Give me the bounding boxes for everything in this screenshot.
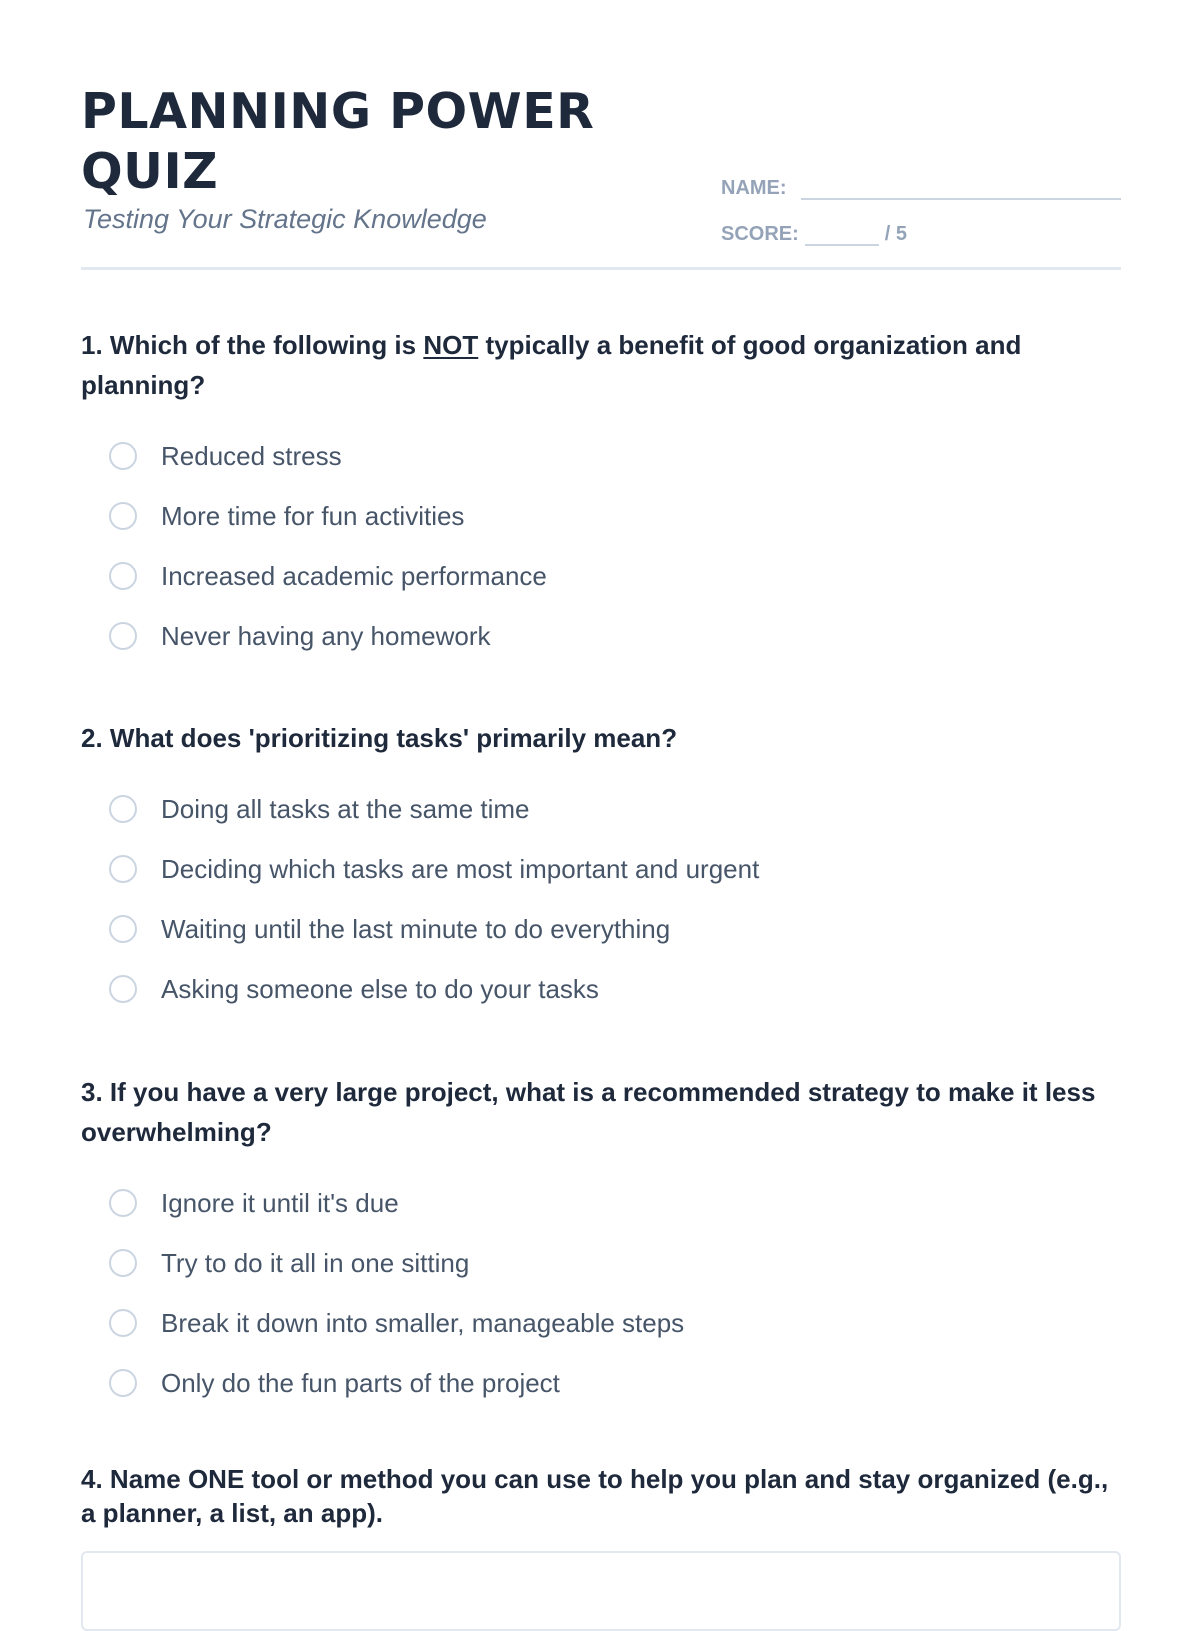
option-label: Try to do it all in one sitting [161,1247,470,1278]
quiz-header [81,0,1121,270]
question-1-option-d[interactable] [109,606,1121,666]
radio-button[interactable] [109,442,137,470]
question-1-option-c[interactable] [109,546,1121,606]
question-3-option-c[interactable] [109,1293,1121,1353]
question-2 [81,718,1121,1019]
question-1-options [81,426,1121,666]
question-3-number: 3. [81,1077,103,1107]
question-3-options [81,1173,1121,1413]
option-label: Never having any homework [161,620,491,651]
question-2-option-c[interactable] [109,899,1121,959]
question-2-text [81,718,1121,758]
question-1-emphasis: NOT [423,330,479,360]
option-label: Deciding which tasks are most important and urgent [161,853,760,884]
header-divider [81,267,1121,270]
name-field[interactable] [801,164,1121,200]
question-3-option-a[interactable] [109,1173,1121,1233]
question-3-option-d[interactable] [109,1353,1121,1413]
quiz-title: PLANNING POWER QUIZ [81,83,595,200]
radio-button[interactable] [109,795,137,823]
radio-button[interactable] [109,1249,137,1277]
question-1-number: 1. [81,330,103,360]
quiz-subtitle: Testing Your Strategic Knowledge [83,204,487,234]
question-2-option-d[interactable] [109,959,1121,1019]
option-label: Doing all tasks at the same time [161,793,530,824]
radio-button[interactable] [109,1189,137,1217]
option-label: More time for fun activities [161,500,465,531]
option-label: Only do the fun parts of the project [161,1367,560,1398]
radio-button[interactable] [109,1369,137,1397]
score-label: SCORE: [721,223,799,245]
radio-button[interactable] [109,1309,137,1337]
name-label: NAME: [721,177,787,199]
question-1-text [81,325,1121,405]
option-label: Increased academic performance [161,560,547,591]
question-3-text [81,1072,1121,1152]
question-4-prompt: Name ONE tool or method you can use to help you plan and stay organized (e.g., a planner, a list, an app). [81,1464,1109,1528]
radio-button[interactable] [109,622,137,650]
student-info [721,164,1121,246]
question-1-text-before: Which of the following is [109,330,417,360]
radio-button[interactable] [109,562,137,590]
question-1 [81,325,1121,666]
radio-button[interactable] [109,915,137,943]
option-label: Break it down into smaller, manageable steps [161,1307,685,1338]
name-row [721,164,1121,200]
question-1-text-after: typically a benefit of good organization and planning? [81,330,1022,400]
option-label: Reduced stress [161,440,342,471]
option-label: Ignore it until it's due [161,1187,399,1218]
question-3-prompt: If you have a very large project, what is a recommended strategy to make it less overwhelming? [81,1077,1096,1147]
score-field[interactable] [805,216,879,246]
question-4 [81,1462,1121,1530]
question-2-number: 2. [81,723,103,753]
quiz-page [81,0,1121,1528]
question-4-text [81,1462,1121,1530]
score-total: / 5 [884,223,908,245]
question-1-option-a[interactable] [109,426,1121,486]
question-1-option-b[interactable] [109,486,1121,546]
question-3 [81,1072,1121,1413]
question-2-options [81,779,1121,1019]
radio-button[interactable] [109,502,137,530]
option-label: Waiting until the last minute to do everything [161,913,671,944]
question-4-answer-field[interactable] [81,1551,1121,1631]
question-4-number: 4. [81,1464,103,1494]
option-label: Asking someone else to do your tasks [161,973,599,1004]
score-row [721,210,1121,246]
question-2-option-a[interactable] [109,779,1121,839]
question-2-prompt: What does 'prioritizing tasks' primarily mean? [109,723,678,753]
radio-button[interactable] [109,975,137,1003]
radio-button[interactable] [109,855,137,883]
question-3-option-b[interactable] [109,1233,1121,1293]
question-2-option-b[interactable] [109,839,1121,899]
